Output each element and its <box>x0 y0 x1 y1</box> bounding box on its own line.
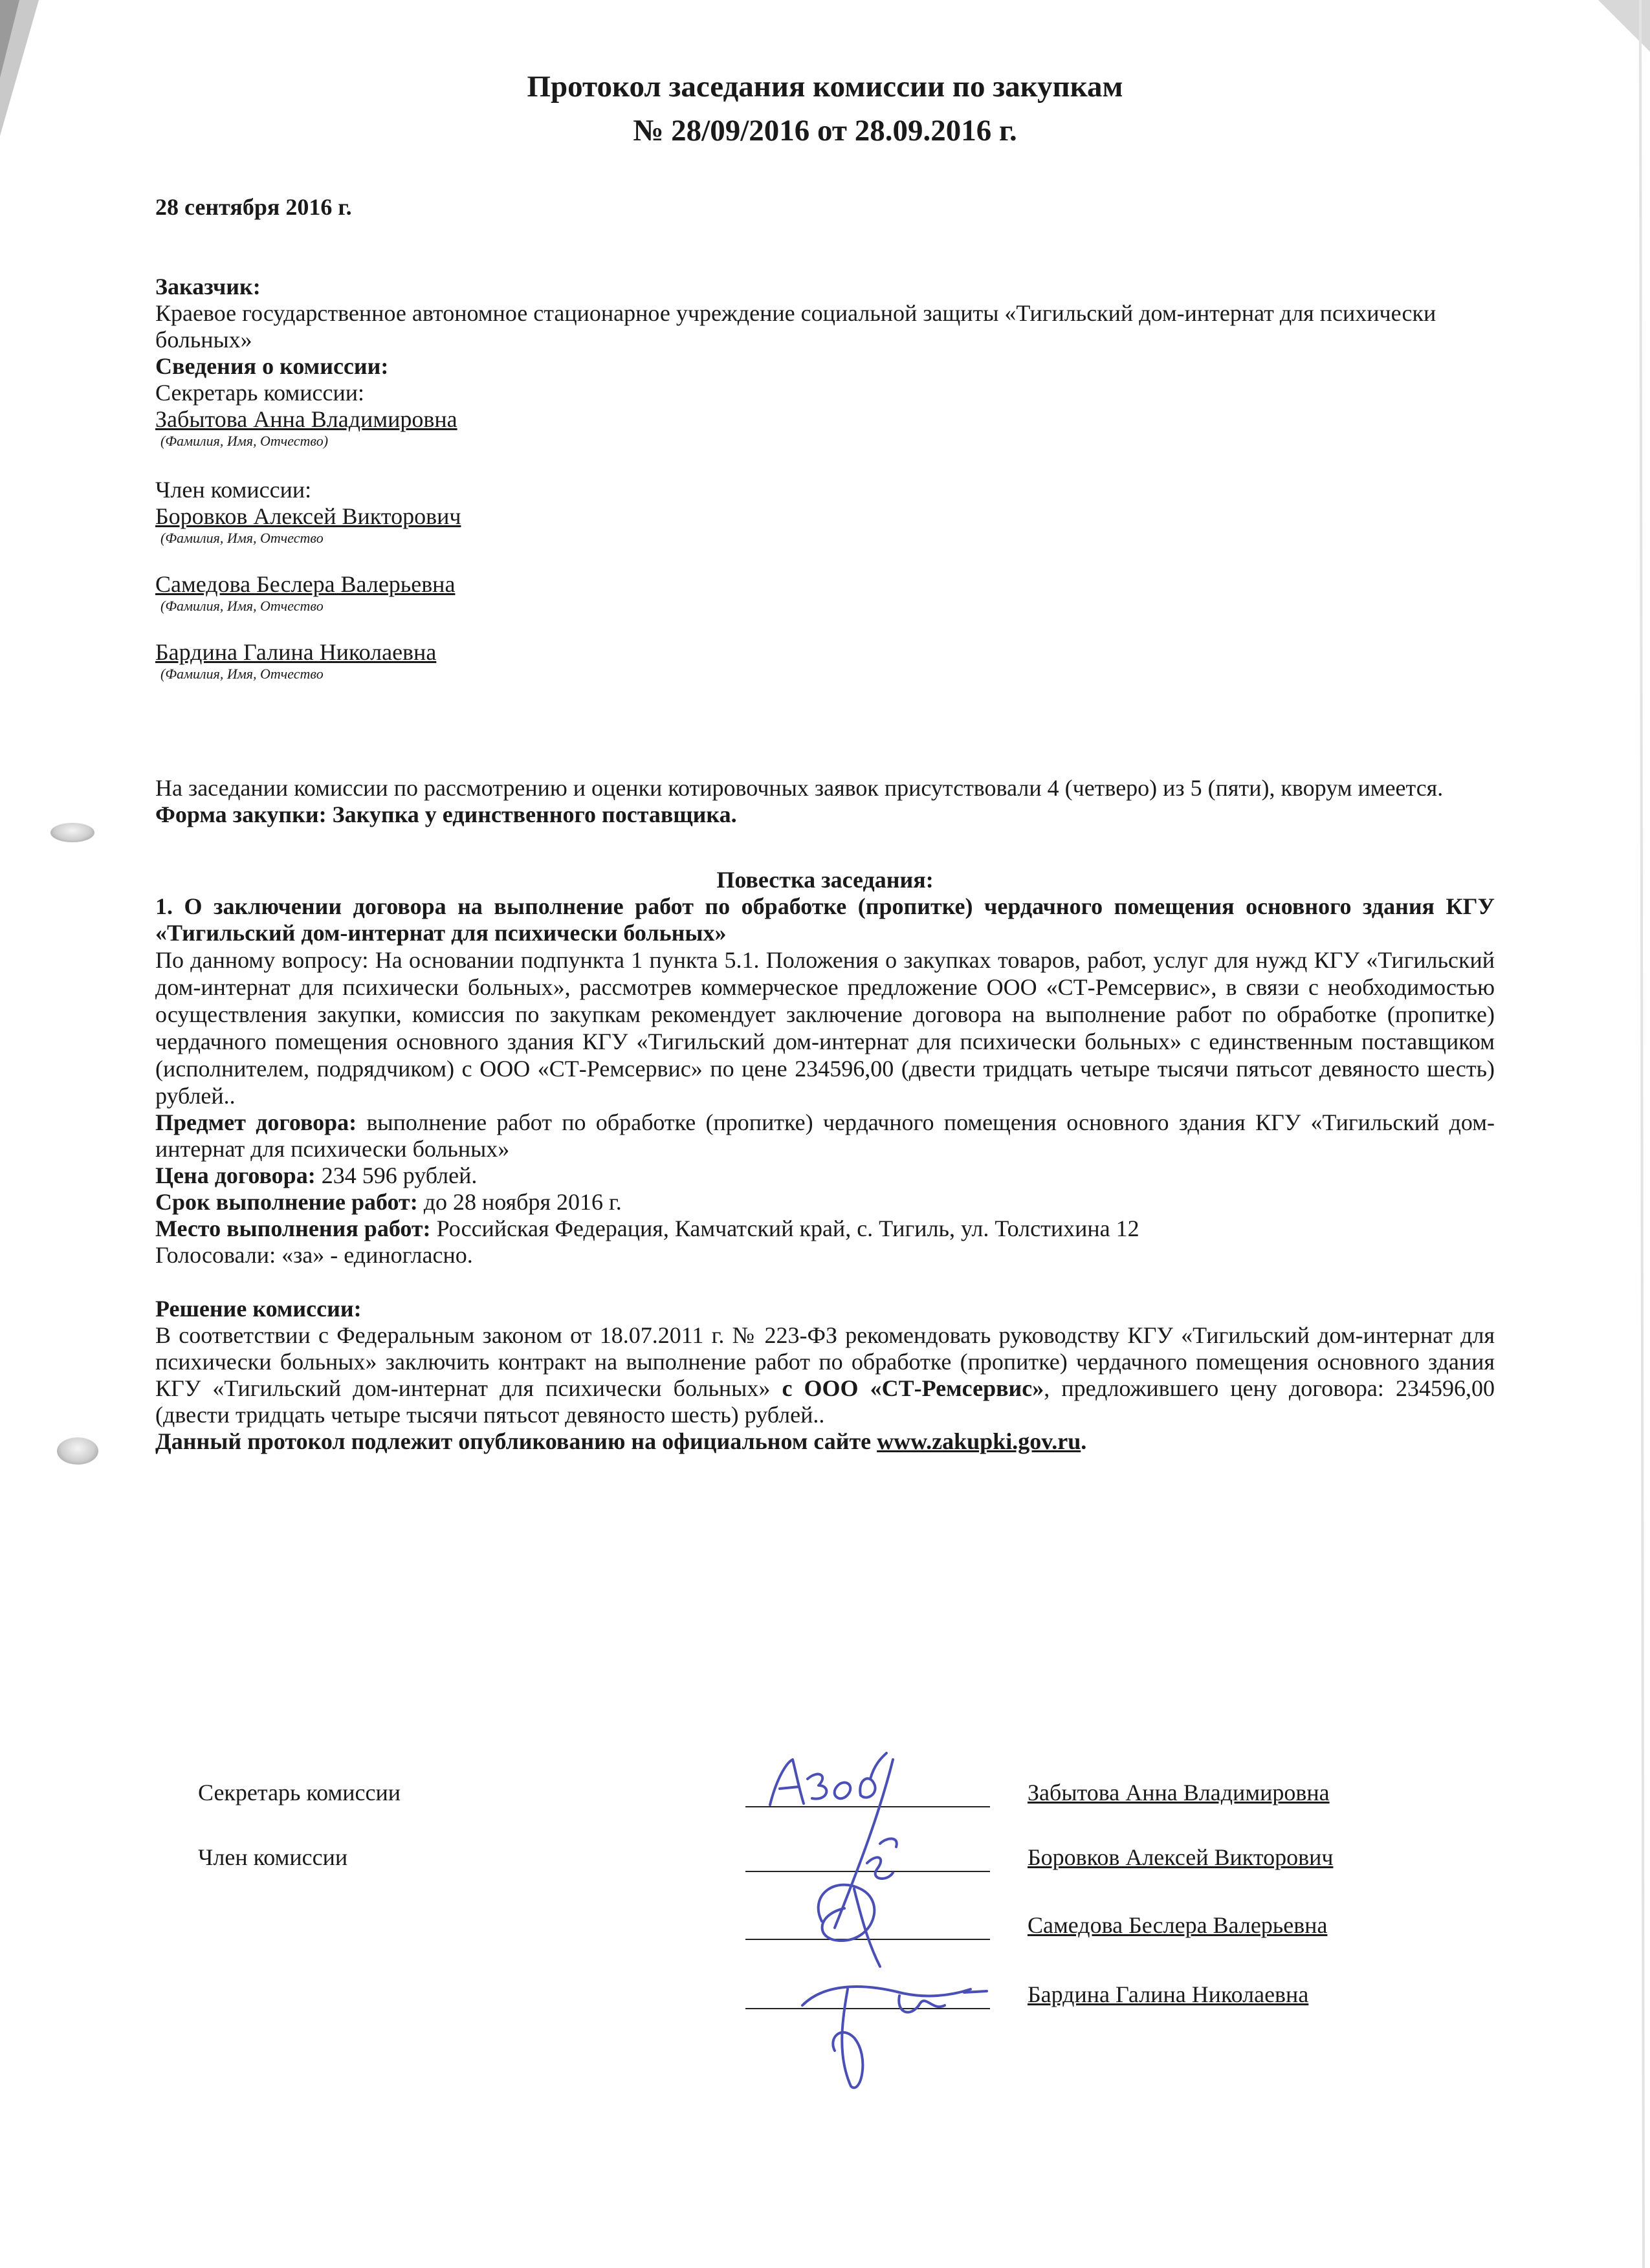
zakupki-link[interactable]: www.zakupki.gov.ru <box>877 1428 1081 1454</box>
handwritten-signatures <box>731 1734 1055 2096</box>
punch-hole-bottom <box>57 1437 98 1465</box>
agenda-heading: Повестка заседания: <box>716 867 934 893</box>
secretary-caption: (Фамилия, Имя, Отчество) <box>160 433 329 449</box>
term-text: до 28 ноября 2016 г. <box>423 1189 622 1215</box>
agenda-item-title: 1. О заключении договора на выполнение работ по обработке (пропитке) чердачного помещения основного здания КГУ «Тигильский дом-интернат для психически больных» <box>155 893 1495 946</box>
secretary-name: Забытова Анна Владимировна <box>155 406 457 432</box>
contract-price <box>155 1162 1495 1189</box>
decision-text-a: В соответствии с Федеральным законом от 18.07.2011 г. № 223-ФЗ рекомендовать руководству КГУ «Тигильский дом-интернат для психически больных» заключить контракт на выполнение работ по обработке (пропитке) чердачного помещения основного здания КГУ «Тигильский дом-интернат для психически больных» <box>155 1322 1495 1401</box>
member-caption: (Фамилия, Имя, Отчество <box>160 666 324 682</box>
customer-text: Краевое государственное автономное стационарное учреждение социальной защиты «Тигильский дом-интернат для психически больных» <box>155 300 1436 353</box>
secretary-label: Секретарь комиссии: <box>155 380 364 406</box>
decision-text-b: , предложившего цену договора: 234596,00 (двести тридцать четыре тысячи пятьсот девяносто шесть) рублей.. <box>155 1375 1495 1428</box>
place-label: Место выполнения работ: <box>155 1216 431 1241</box>
term-label: Срок выполнение работ: <box>155 1189 418 1215</box>
signature-name: Боровков Алексей Викторович <box>1028 1844 1334 1870</box>
decision-text <box>155 1322 1495 1428</box>
contract-subject <box>155 1109 1495 1162</box>
customer-heading: Заказчик: <box>155 274 261 300</box>
member-name: Бардина Галина Николаевна <box>155 639 437 665</box>
header-block <box>155 194 1495 682</box>
work-term <box>155 1189 1495 1216</box>
work-place <box>155 1216 1495 1242</box>
decision-heading: Решение комиссии: <box>155 1296 362 1322</box>
document <box>155 65 1495 153</box>
price-label: Цена договора: <box>155 1162 316 1188</box>
page-title <box>155 65 1495 153</box>
subject-label: Предмет договора: <box>155 1109 357 1135</box>
member-caption: (Фамилия, Имя, Отчество <box>160 598 324 614</box>
signature-role: Член комиссии <box>198 1844 348 1870</box>
member-name: Боровков Алексей Викторович <box>155 503 461 529</box>
publish-note <box>155 1428 1495 1455</box>
signature-name: Самедова Беслера Валерьевна <box>1028 1912 1328 1938</box>
signature-name: Бардина Галина Николаевна <box>1028 1981 1309 2007</box>
price-text: 234 596 рублей. <box>321 1162 478 1188</box>
vote-result: Голосовали: «за» - единогласно. <box>155 1242 473 1268</box>
purchase-form: Форма закупки: Закупка у единственного поставщика. <box>155 801 737 827</box>
commission-heading: Сведения о комиссии: <box>155 353 389 379</box>
agenda-item-text: По данному вопросу: На основании подпункта 1 пункта 5.1. Положения о закупках товаров, работ, услуг для нужд КГУ «Тигильский дом-интернат для психически больных», рассмотрев коммерческое предложение ООО «СТ-Ремсервис», в связи с необходимостью осуществления закупки, комиссия по закупкам рекомендует заключение договора на выполнение работ по обработке (пропитке) чердачного помещения основного здания КГУ «Тигильский дом-интернат для психически больных» с единственным поставщиком (исполнителем, подрядчиком) с ООО «СТ-Ремсервис» по цене 234596,00 (двести тридцать четыре тысячи пятьсот девяносто шесть) рублей.. <box>155 947 1495 1109</box>
protocol-date: 28 сентября 2016 г. <box>155 194 352 220</box>
member-name: Самедова Беслера Валерьевна <box>155 571 456 597</box>
quorum-text: На заседании комиссии по рассмотрению и оценки котировочных заявок присутствовали 4 (четверо) из 5 (пяти), кворум имеется. <box>155 775 1444 801</box>
punch-hole-top <box>50 823 94 842</box>
signature-name: Забытова Анна Владимировна <box>1028 1780 1330 1805</box>
title-line-1: Протокол заседания комиссии по закупкам <box>527 70 1123 104</box>
subject-text: выполнение работ по обработке (пропитке) чердачного помещения основного здания КГУ «Тигильский дом-интернат для психически больных» <box>155 1109 1495 1162</box>
member-caption: (Фамилия, Имя, Отчество <box>160 530 324 546</box>
body-block <box>155 775 1495 1455</box>
signature-role: Секретарь комиссии <box>198 1780 401 1805</box>
publish-end: . <box>1081 1428 1087 1454</box>
decision-text-bold: с ООО «СТ-Ремсервис» <box>770 1375 1044 1401</box>
member-label: Член комиссии: <box>155 477 312 503</box>
publish-text: Данный протокол подлежит опубликованию на официальном сайте <box>155 1428 877 1454</box>
title-line-2: № 28/09/2016 от 28.09.2016 г. <box>633 114 1017 147</box>
place-text: Российская Федерация, Камчатский край, с. Тигиль, ул. Толстихина 12 <box>436 1216 1139 1241</box>
